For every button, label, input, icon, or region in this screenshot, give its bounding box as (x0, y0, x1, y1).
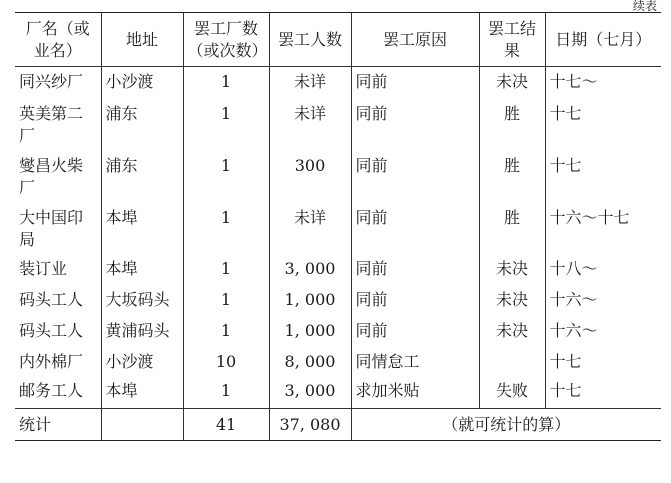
cell-count: 1 (183, 316, 269, 347)
table-row (15, 316, 661, 347)
cell-date: 十六～十七 (549, 207, 630, 227)
table-row (15, 98, 661, 150)
cell-reason: 同情怠工 (351, 347, 479, 378)
cell-reason: 同前 (351, 285, 479, 316)
cell-factory: 内外棉厂 (15, 347, 101, 378)
cell-reason: 同前 (351, 98, 479, 150)
table-row (15, 285, 661, 316)
table-row (15, 150, 661, 202)
cell-date: 十六～ (549, 290, 598, 309)
table-row (15, 347, 661, 378)
cell-reason: 同前 (351, 316, 479, 347)
cell-result: 胜 (479, 202, 545, 254)
table-row (15, 378, 661, 409)
cell-workers: 未详 (269, 202, 351, 254)
strike-statistics-table (15, 12, 661, 441)
cell-workers: 8, 000 (269, 347, 351, 378)
cell-address: 本埠 (101, 378, 183, 409)
header-address: 地址 (101, 13, 183, 67)
header-strike-result: 罢工结果 (479, 13, 545, 67)
cell-factory: 英美第二厂 (15, 98, 101, 150)
total-note: （就可统计的算） (351, 409, 661, 441)
cell-date: 十七～ (549, 72, 598, 92)
total-label: 统计 (15, 409, 101, 441)
cell-factory: 燮昌火柴厂 (15, 150, 101, 202)
cell-result (479, 347, 545, 378)
cell-factory: 同兴纱厂 (15, 67, 101, 98)
table-total-row (15, 409, 661, 441)
cell-date: 十六～ (549, 321, 598, 340)
total-count: 41 (183, 409, 269, 441)
continued-table-label: 续表 (632, 0, 657, 13)
cell-address: 黄浦码头 (101, 316, 183, 347)
header-worker-count: 罢工人数 (269, 13, 351, 67)
cell-factory: 码头工人 (15, 316, 101, 347)
cell-workers: 1, 000 (269, 285, 351, 316)
header-strike-reason: 罢工原因 (351, 13, 479, 67)
cell-reason: 同前 (351, 254, 479, 285)
table-header-row (15, 13, 661, 67)
total-address (101, 409, 183, 441)
cell-reason: 同前 (351, 67, 479, 98)
cell-workers: 1, 000 (269, 316, 351, 347)
table-row (15, 254, 661, 285)
cell-count: 1 (183, 378, 269, 409)
cell-result: 未决 (479, 254, 545, 285)
cell-count: 1 (183, 98, 269, 150)
cell-result: 未决 (479, 285, 545, 316)
cell-factory: 装订业 (15, 254, 101, 285)
cell-result: 胜 (479, 98, 545, 150)
cell-result: 胜 (479, 150, 545, 202)
cell-workers: 300 (269, 150, 351, 202)
cell-workers: 未详 (269, 98, 351, 150)
cell-workers: 3, 000 (269, 378, 351, 409)
cell-result: 失败 (479, 378, 545, 409)
cell-address: 浦东 (101, 150, 183, 202)
cell-count: 1 (183, 202, 269, 254)
cell-date: 十七 (549, 381, 582, 401)
cell-reason: 同前 (351, 150, 479, 202)
header-factory-name: 厂名（或业名） (15, 13, 101, 67)
cell-count: 1 (183, 150, 269, 202)
cell-address: 小沙渡 (101, 67, 183, 98)
cell-reason: 同前 (351, 202, 479, 254)
cell-count: 1 (183, 285, 269, 316)
cell-date: 十七 (549, 103, 582, 123)
cell-address: 小沙渡 (101, 347, 183, 378)
cell-workers: 未详 (269, 67, 351, 98)
cell-factory: 邮务工人 (15, 378, 101, 409)
cell-address: 本埠 (101, 254, 183, 285)
cell-date: 十七 (549, 352, 582, 371)
table-row (15, 67, 661, 98)
cell-result: 未决 (479, 67, 545, 98)
cell-address: 大坂码头 (101, 285, 183, 316)
cell-count: 1 (183, 67, 269, 98)
cell-reason: 求加米贴 (351, 378, 479, 409)
cell-count: 10 (183, 347, 269, 378)
cell-address: 本埠 (101, 202, 183, 254)
cell-address: 浦东 (101, 98, 183, 150)
cell-date: 十八～ (549, 259, 598, 278)
cell-date: 十七 (549, 155, 582, 175)
total-workers: 37, 080 (269, 409, 351, 441)
header-date: 日期（七月） (545, 13, 661, 67)
cell-factory: 码头工人 (15, 285, 101, 316)
cell-count: 1 (183, 254, 269, 285)
header-strike-count: 罢工厂数（或次数） (183, 13, 269, 67)
cell-result: 未决 (479, 316, 545, 347)
cell-factory: 大中国印局 (15, 202, 101, 254)
cell-workers: 3, 000 (269, 254, 351, 285)
table-row (15, 202, 661, 254)
